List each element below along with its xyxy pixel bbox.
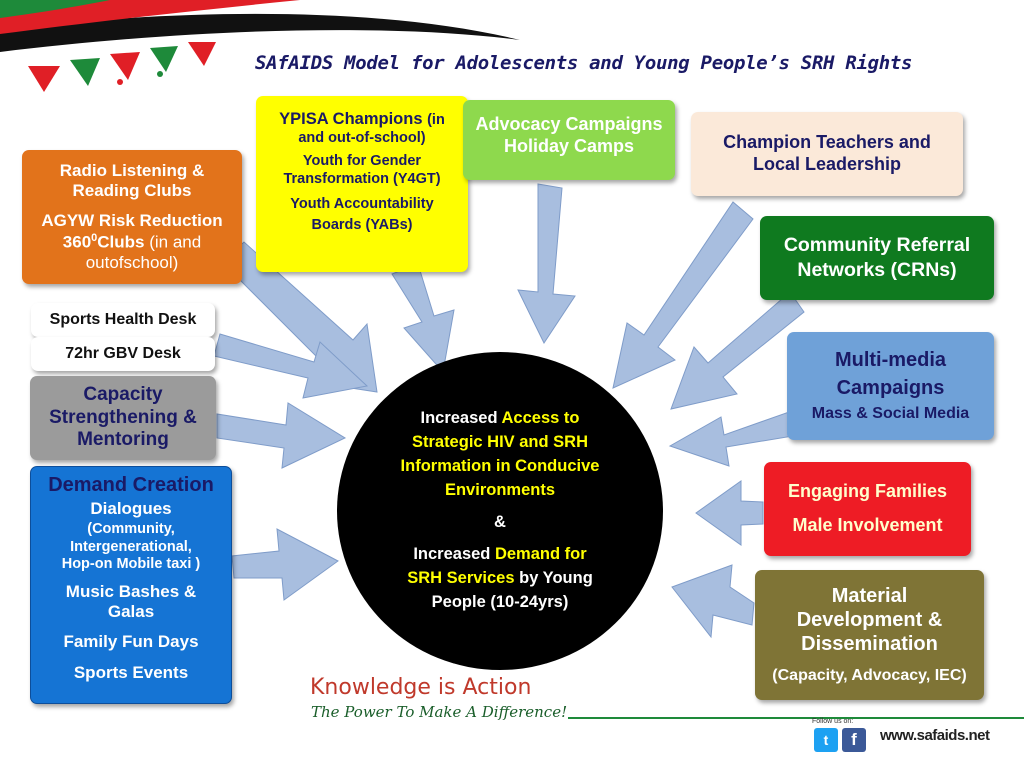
slide-title: SAfAIDS Model for Adolescents and Young People’s SRH Rights [255,52,913,74]
demand-creation-box [30,466,232,704]
ypisa-line5: Youth Accountability [290,195,434,212]
center-outcome-circle [337,352,663,670]
twitter-icon[interactable]: t [814,728,838,752]
crn-line2: Networks (CRNs) [797,259,957,281]
multimedia-box [787,332,994,440]
crn-box [760,216,994,300]
radio-degree: 0 [91,231,98,244]
advocacy-box [463,100,675,180]
advocacy-line1: Advocacy Campaigns [475,114,663,134]
radio-in-and: (in and [144,232,202,252]
demand-line5: Hop-on Mobile taxi ) [61,556,201,573]
demand-line3: (Community, [87,521,175,538]
ypisa-line3: Youth for Gender [302,153,422,170]
capacity-line3: Mentoring [77,429,169,451]
material-development-box [755,570,984,700]
follow-us-label: Follow us on: [812,718,854,725]
demand-line8: Family Fun Days [63,632,199,652]
sports-line1: Sports Health Desk [49,311,197,329]
demand-line2: Dialogues [90,499,172,518]
ypisa-in: (in [427,112,445,128]
ypisa-box [256,96,468,272]
capacity-line1: Capacity [83,383,163,405]
center-b3: SRH Services [407,568,515,587]
outcome-access [401,407,600,503]
champion-line2: Local Leadership [752,154,902,174]
center-b2: Demand for [494,544,587,563]
multimedia-line2: Campaigns [836,377,945,400]
material-line1: Material [831,585,908,608]
arrow-material [672,565,754,637]
families-line2: Male Involvement [792,515,943,535]
engaging-families-box [764,462,971,556]
center-b1: Increased [413,544,495,563]
center-b4: by Young [514,568,593,587]
demand-line6: Music Bashes & [65,581,197,601]
website-link[interactable]: www.safaids.net [880,727,990,744]
radio-clubs: Clubs [97,232,145,252]
footer-tagline: The Power To Make A Difference! [311,703,568,721]
ypisa-line4: Transformation (Y4GT) [283,170,441,187]
capacity-line2: Strengthening & [49,406,197,428]
demand-line9: Sports Events [73,662,189,682]
demand-line7: Galas [107,601,155,621]
material-line2: Development & [796,609,943,632]
champion-teachers-box [691,112,963,196]
radio-line5: outofschool) [85,252,179,272]
arrow-capacity [217,403,345,468]
arrow-crn [671,292,804,409]
material-line4: (Capacity, Advocacy, IEC) [772,667,967,685]
arrow-ypisa [392,264,454,372]
arrow-multimedia [670,412,793,466]
multimedia-line3: Mass & Social Media [811,405,970,423]
gbv-desk-box [31,337,215,371]
ypisa-line2: and out-of-school) [298,129,426,146]
radio-line4 [63,232,201,253]
gbv-line1: 72hr GBV Desk [65,345,181,363]
demand-line1: Demand Creation [48,474,214,496]
champion-line1: Champion Teachers and [723,132,931,153]
ypisa-champions: YPISA Champions [279,110,428,128]
outcome-demand [407,543,593,615]
ypisa-line6: Boards (YABs) [311,217,413,234]
material-line3: Dissemination [801,633,938,656]
center-a4: Information in Conducive [400,457,600,476]
radio-line1: Radio Listening & [59,160,205,180]
facebook-icon[interactable]: f [842,728,866,752]
footer-brand: Knowledge is Action [310,675,532,700]
sports-health-desk-box [31,303,215,337]
center-a3: Strategic HIV and SRH [411,433,589,452]
arrow-families [696,481,763,545]
radio-line3: AGYW Risk Reduction [41,211,223,231]
radio-listening-box [22,150,242,284]
footer-line [568,717,1024,719]
advocacy-line2: Holiday Camps [503,135,635,156]
center-amp: & [494,513,506,531]
arrow-advocacy [518,184,575,343]
radio-line2: Reading Clubs [72,181,192,201]
multimedia-line1: Multi-media [834,349,947,372]
center-a2: Access to [501,409,580,428]
families-line1: Engaging Families [787,481,948,502]
center-a1: Increased [420,409,502,428]
crn-line1: Community Referral [783,233,971,256]
center-b5: People (10-24yrs) [431,592,569,611]
center-a5: Environments [444,481,555,500]
arrow-demand [232,529,338,600]
capacity-box [30,376,216,460]
ypisa-line1 [279,110,445,130]
radio-360: 360 [62,232,92,252]
demand-line4: Intergenerational, [70,538,192,555]
